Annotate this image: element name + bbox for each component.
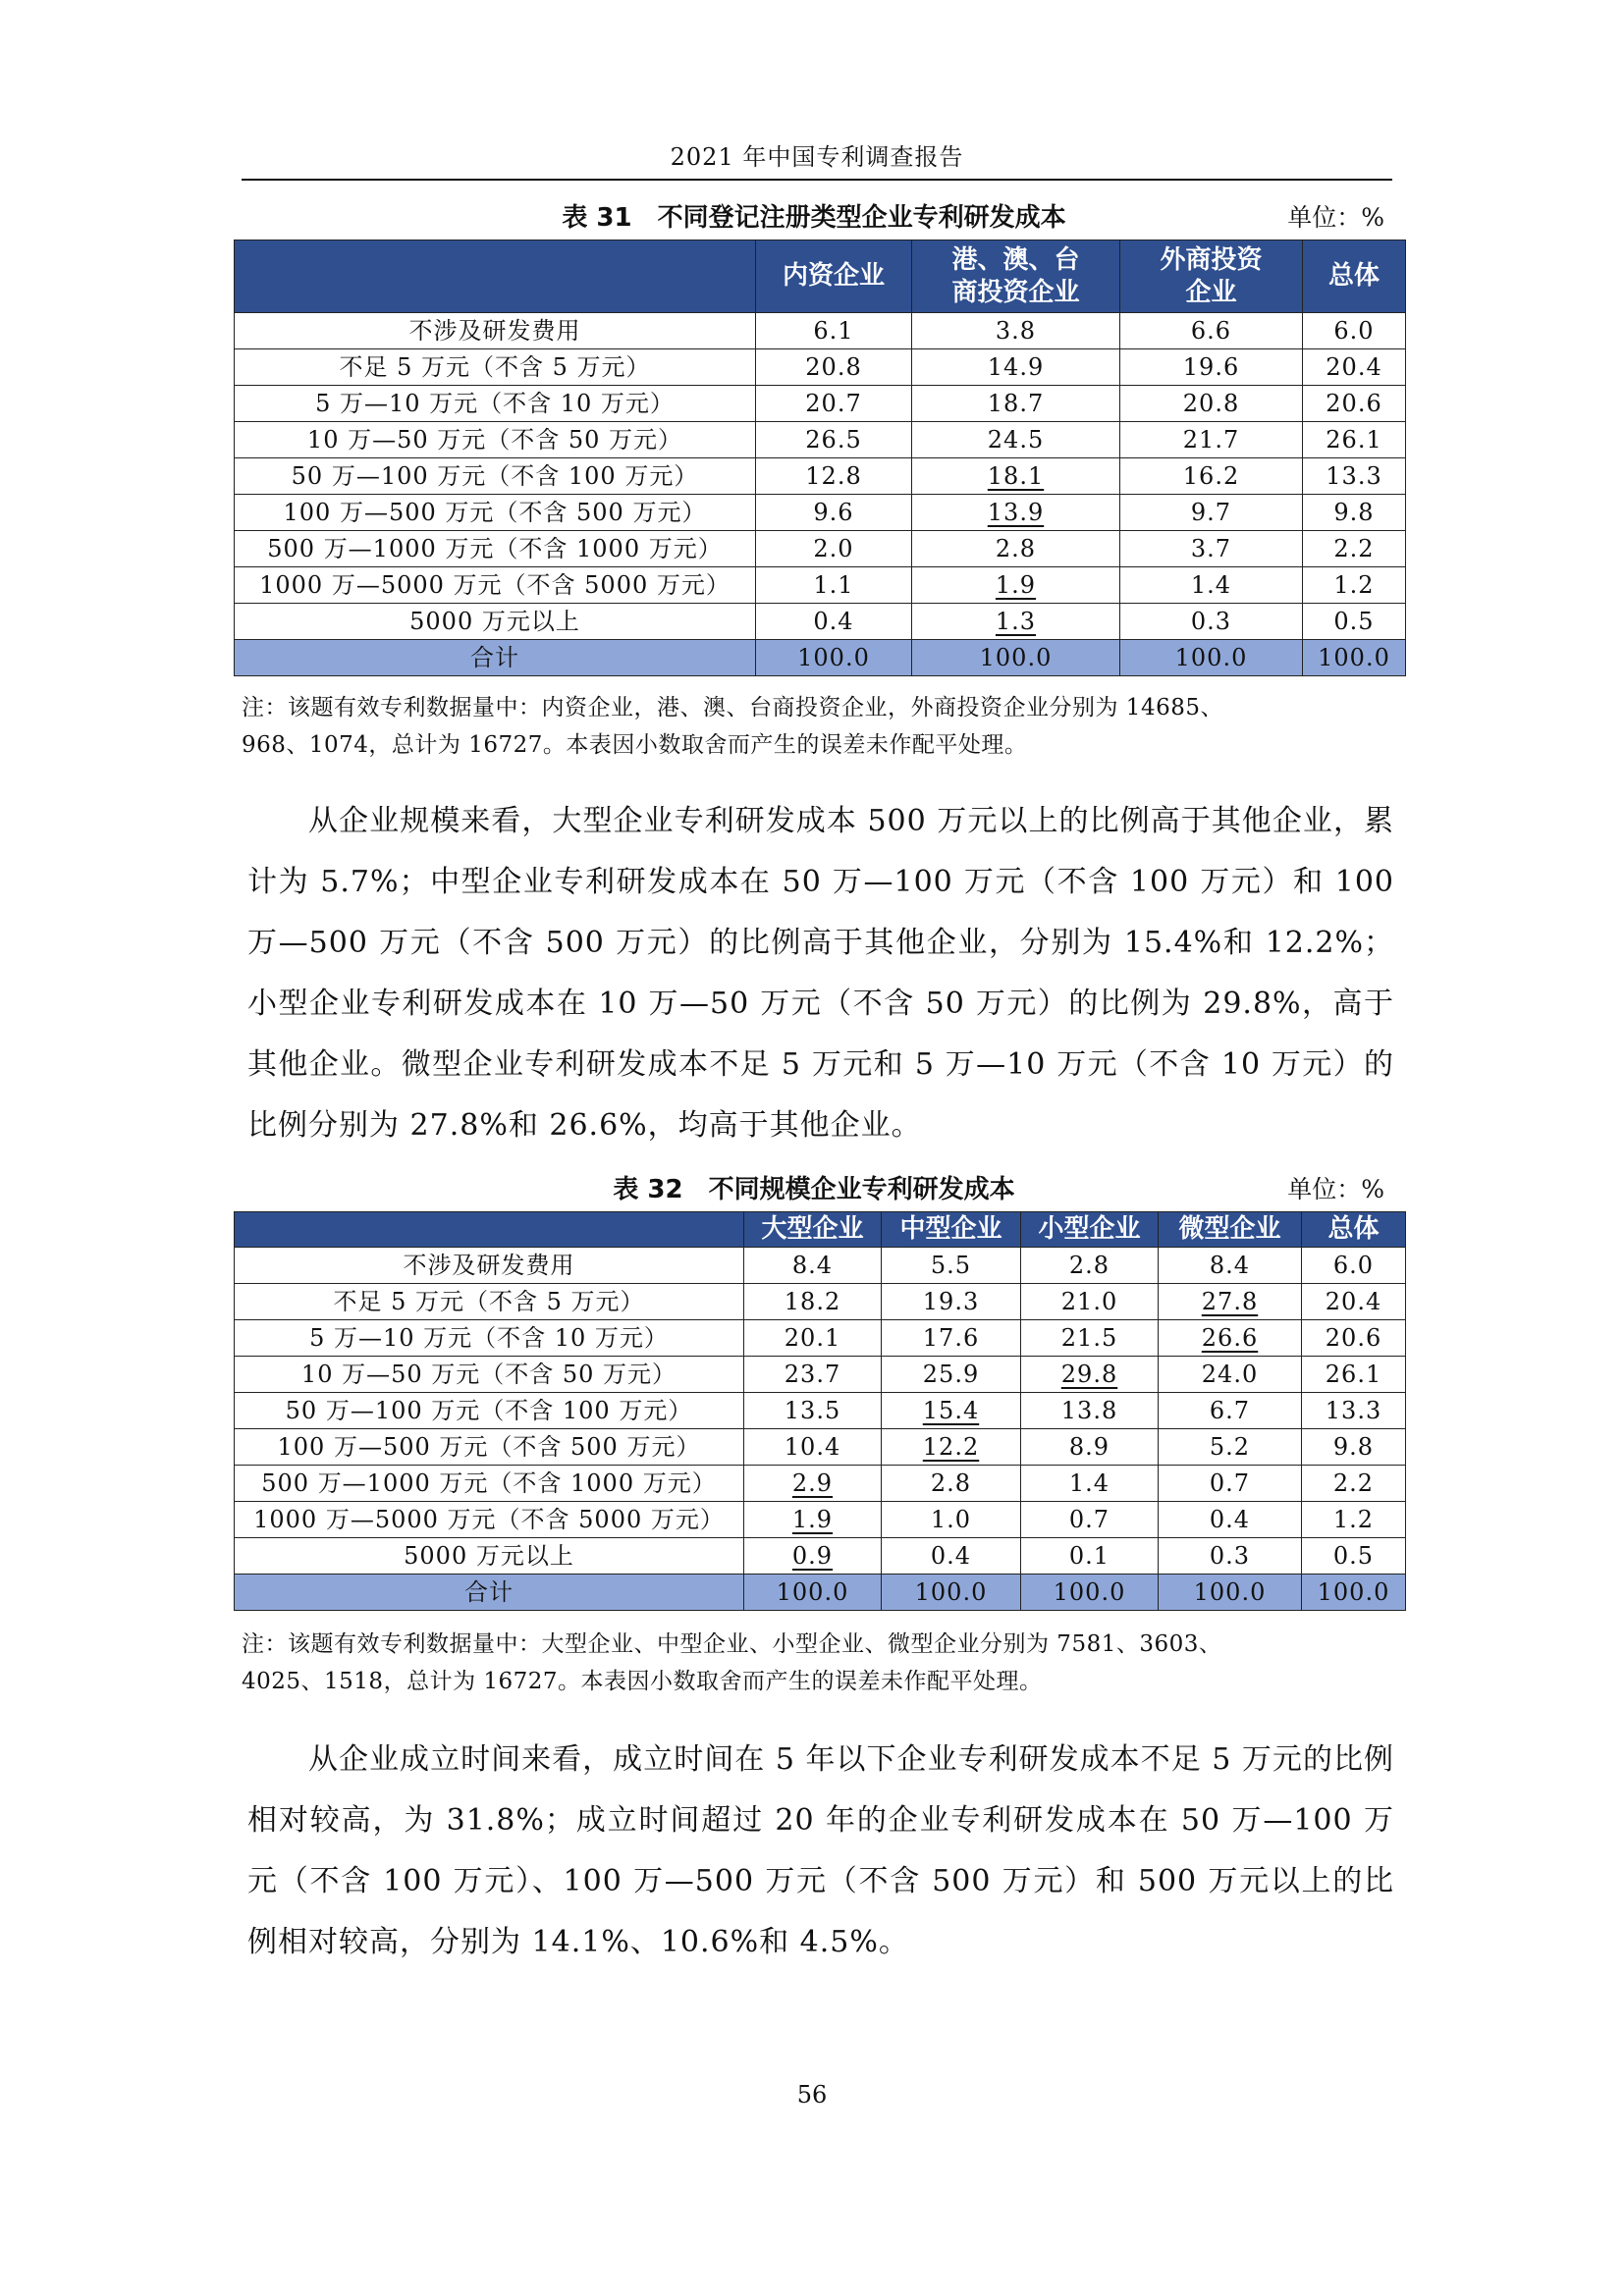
header-rule	[242, 179, 1392, 181]
row-label: 1000 万—5000 万元（不含 5000 万元）	[235, 567, 756, 604]
table-row	[235, 1429, 1406, 1466]
table-total-row	[235, 1575, 1406, 1611]
row-label: 不涉及研发费用	[235, 1248, 744, 1284]
cell: 19.6	[1120, 349, 1303, 386]
cell: 9.8	[1303, 495, 1406, 531]
table32	[234, 1211, 1406, 1611]
row-label: 100 万—500 万元（不含 500 万元）	[235, 1429, 744, 1466]
cell: 100.0	[1302, 1575, 1406, 1611]
cell: 19.3	[882, 1284, 1021, 1320]
cell: 100.0	[1159, 1575, 1302, 1611]
cell: 0.4	[1159, 1502, 1302, 1538]
table32-caption	[234, 1170, 1394, 1209]
cell: 0.7	[1021, 1502, 1159, 1538]
cell: 20.6	[1302, 1320, 1406, 1357]
table31-col-header: 总体	[1303, 240, 1406, 313]
cell: 2.8	[882, 1466, 1021, 1502]
cell: 13.8	[1021, 1393, 1159, 1429]
running-header: 2021 年中国专利调查报告	[670, 143, 964, 171]
cell: 100.0	[882, 1575, 1021, 1611]
cell	[912, 495, 1120, 531]
table32-title: 表 32 不同规模企业专利研发成本	[613, 1175, 1015, 1204]
cell: 3.7	[1120, 531, 1303, 567]
cell: 1.4	[1021, 1466, 1159, 1502]
cell: 21.7	[1120, 422, 1303, 458]
row-label: 合计	[235, 1575, 744, 1611]
cell	[1159, 1320, 1302, 1357]
cell: 100.0	[744, 1575, 882, 1611]
page-number: 56	[796, 2081, 828, 2109]
row-label: 10 万—50 万元（不含 50 万元）	[235, 422, 756, 458]
row-label: 5000 万元以上	[235, 1538, 744, 1575]
table-row	[235, 349, 1406, 386]
cell: 26.1	[1302, 1357, 1406, 1393]
cell: 21.5	[1021, 1320, 1159, 1357]
table-row	[235, 458, 1406, 495]
cell: 18.7	[912, 386, 1120, 422]
cell: 0.5	[1303, 604, 1406, 640]
highlighted-value: 27.8	[1201, 1288, 1259, 1315]
table-row	[235, 1538, 1406, 1575]
cell: 13.3	[1303, 458, 1406, 495]
highlighted-value: 13.9	[987, 499, 1045, 526]
cell: 26.5	[756, 422, 912, 458]
cell: 0.3	[1159, 1538, 1302, 1575]
cell: 3.8	[912, 313, 1120, 349]
cell	[912, 604, 1120, 640]
cell: 8.9	[1021, 1429, 1159, 1466]
table31-note	[242, 689, 1400, 764]
row-label: 5 万—10 万元（不含 10 万元）	[235, 386, 756, 422]
cell: 8.4	[1159, 1248, 1302, 1284]
cell	[882, 1429, 1021, 1466]
table32-unit: 单位：%	[1287, 1175, 1384, 1203]
row-label: 5000 万元以上	[235, 604, 756, 640]
row-label: 不足 5 万元（不含 5 万元）	[235, 349, 756, 386]
cell: 9.8	[1302, 1429, 1406, 1466]
body-paragraph: 从企业规模来看，大型企业专利研发成本 500 万元以上的比例高于其他企业，累计为 5.7%；中型企业专利研发成本在 50 万—100 万元（不含 100 万元）和 100 万—500 万元（不含 500 万元）的比例高于其他企业，分别为 15.4%和 12.2%；小型企业专利研发成本在 10 万—50 万元（不含 50 万元）的比例为 29.8%，高于其他企业。微型企业专利研发成本不足 5 万元和 5 万—10 万元（不含 10 万元）的比例分别为 27.8%和 26.6%，均高于其他企业。	[247, 804, 1394, 1143]
cell: 10.4	[744, 1429, 882, 1466]
cell: 100.0	[756, 640, 912, 676]
table32-col-header: 微型企业	[1159, 1212, 1302, 1248]
row-label: 500 万—1000 万元（不含 1000 万元）	[235, 531, 756, 567]
cell: 6.1	[756, 313, 912, 349]
cell: 2.2	[1303, 531, 1406, 567]
note-line: 注：该题有效专利数据量中：内资企业，港、澳、台商投资企业，外商投资企业分别为 14685、	[242, 695, 1223, 721]
table-row	[235, 567, 1406, 604]
highlighted-value: 26.6	[1201, 1324, 1259, 1352]
cell: 6.6	[1120, 313, 1303, 349]
cell: 12.8	[756, 458, 912, 495]
highlighted-value: 1.9	[995, 571, 1037, 599]
row-label: 10 万—50 万元（不含 50 万元）	[235, 1357, 744, 1393]
cell: 2.2	[1302, 1466, 1406, 1502]
cell: 6.7	[1159, 1393, 1302, 1429]
cell: 16.2	[1120, 458, 1303, 495]
cell	[1159, 1284, 1302, 1320]
table31-unit: 单位：%	[1287, 203, 1384, 232]
cell: 9.7	[1120, 495, 1303, 531]
cell: 20.7	[756, 386, 912, 422]
note-line: 注：该题有效专利数据量中：大型企业、中型企业、小型企业、微型企业分别为 7581、3603、	[242, 1631, 1222, 1657]
cell: 0.5	[1302, 1538, 1406, 1575]
table-row	[235, 422, 1406, 458]
cell: 20.1	[744, 1320, 882, 1357]
cell: 20.8	[1120, 386, 1303, 422]
table31-title: 表 31 不同登记注册类型企业专利研发成本	[562, 203, 1066, 233]
note-line: 968、1074，总计为 16727。本表因小数取舍而产生的误差未作配平处理。	[242, 732, 1028, 758]
cell: 1.4	[1120, 567, 1303, 604]
row-label: 50 万—100 万元（不含 100 万元）	[235, 458, 756, 495]
cell: 100.0	[1120, 640, 1303, 676]
cell: 17.6	[882, 1320, 1021, 1357]
cell: 100.0	[1303, 640, 1406, 676]
table-row	[235, 495, 1406, 531]
cell: 23.7	[744, 1357, 882, 1393]
table31-col-header: 港、澳、台商投资企业	[912, 240, 1120, 313]
row-label: 5 万—10 万元（不含 10 万元）	[235, 1320, 744, 1357]
cell: 6.0	[1303, 313, 1406, 349]
cell: 0.1	[1021, 1538, 1159, 1575]
row-label: 1000 万—5000 万元（不含 5000 万元）	[235, 1502, 744, 1538]
cell: 8.4	[744, 1248, 882, 1284]
cell	[882, 1393, 1021, 1429]
cell: 5.5	[882, 1248, 1021, 1284]
row-label: 500 万—1000 万元（不含 1000 万元）	[235, 1466, 744, 1502]
table-row	[235, 604, 1406, 640]
cell: 2.8	[1021, 1248, 1159, 1284]
row-label: 100 万—500 万元（不含 500 万元）	[235, 495, 756, 531]
row-label: 50 万—100 万元（不含 100 万元）	[235, 1393, 744, 1429]
table32-col-header: 小型企业	[1021, 1212, 1159, 1248]
row-label: 不涉及研发费用	[235, 313, 756, 349]
cell: 5.2	[1159, 1429, 1302, 1466]
cell: 20.4	[1303, 349, 1406, 386]
cell: 6.0	[1302, 1248, 1406, 1284]
highlighted-value: 0.9	[791, 1542, 834, 1570]
cell: 20.8	[756, 349, 912, 386]
highlighted-value: 12.2	[922, 1433, 980, 1461]
cell: 1.0	[882, 1502, 1021, 1538]
table-row	[235, 1502, 1406, 1538]
cell: 0.4	[882, 1538, 1021, 1575]
table31-header-blank	[235, 240, 756, 313]
cell: 26.1	[1303, 422, 1406, 458]
table32-header-blank	[235, 1212, 744, 1248]
cell	[912, 458, 1120, 495]
cell: 1.1	[756, 567, 912, 604]
table-row	[235, 313, 1406, 349]
table-row	[235, 1320, 1406, 1357]
highlighted-value: 18.1	[987, 462, 1045, 490]
table32-col-header: 大型企业	[744, 1212, 882, 1248]
cell: 13.5	[744, 1393, 882, 1429]
cell: 24.0	[1159, 1357, 1302, 1393]
cell	[744, 1538, 882, 1575]
cell	[744, 1502, 882, 1538]
cell: 2.0	[756, 531, 912, 567]
cell: 20.4	[1302, 1284, 1406, 1320]
cell: 14.9	[912, 349, 1120, 386]
table31-caption	[234, 198, 1394, 238]
cell: 100.0	[1021, 1575, 1159, 1611]
table-row	[235, 386, 1406, 422]
cell: 21.0	[1021, 1284, 1159, 1320]
table32-note	[242, 1626, 1400, 1700]
highlighted-value: 15.4	[922, 1397, 980, 1424]
table31-col-header: 外商投资企业	[1120, 240, 1303, 313]
cell: 9.6	[756, 495, 912, 531]
table31-col-header: 内资企业	[756, 240, 912, 313]
table-row	[235, 1248, 1406, 1284]
table31	[234, 240, 1406, 676]
cell: 1.2	[1302, 1502, 1406, 1538]
cell: 20.6	[1303, 386, 1406, 422]
table-row	[235, 1393, 1406, 1429]
highlighted-value: 1.9	[791, 1506, 834, 1533]
table32-col-header: 中型企业	[882, 1212, 1021, 1248]
cell: 24.5	[912, 422, 1120, 458]
cell: 18.2	[744, 1284, 882, 1320]
cell: 2.8	[912, 531, 1120, 567]
cell: 1.2	[1303, 567, 1406, 604]
cell: 0.4	[756, 604, 912, 640]
highlighted-value: 29.8	[1060, 1361, 1118, 1388]
table32-col-header: 总体	[1302, 1212, 1406, 1248]
note-line: 4025、1518，总计为 16727。本表因小数取舍而产生的误差未作配平处理。	[242, 1669, 1043, 1694]
highlighted-value: 1.3	[995, 608, 1037, 635]
row-label: 合计	[235, 640, 756, 676]
cell: 0.3	[1120, 604, 1303, 640]
body-paragraph: 从企业成立时间来看，成立时间在 5 年以下企业专利研发成本不足 5 万元的比例相对较高，为 31.8%；成立时间超过 20 年的企业专利研发成本在 50 万—100 万元（不含 100 万元）、100 万—500 万元（不含 500 万元）和 500 万元以上的比例相对较高，分别为 14.1%、10.6%和 4.5%。	[247, 1742, 1394, 1959]
cell: 13.3	[1302, 1393, 1406, 1429]
cell	[912, 567, 1120, 604]
table-row	[235, 531, 1406, 567]
cell: 25.9	[882, 1357, 1021, 1393]
table-row	[235, 1466, 1406, 1502]
cell: 0.7	[1159, 1466, 1302, 1502]
cell	[1021, 1357, 1159, 1393]
highlighted-value: 2.9	[791, 1469, 834, 1497]
table-row	[235, 1357, 1406, 1393]
table-total-row	[235, 640, 1406, 676]
table-row	[235, 1284, 1406, 1320]
cell: 100.0	[912, 640, 1120, 676]
row-label: 不足 5 万元（不含 5 万元）	[235, 1284, 744, 1320]
cell	[744, 1466, 882, 1502]
